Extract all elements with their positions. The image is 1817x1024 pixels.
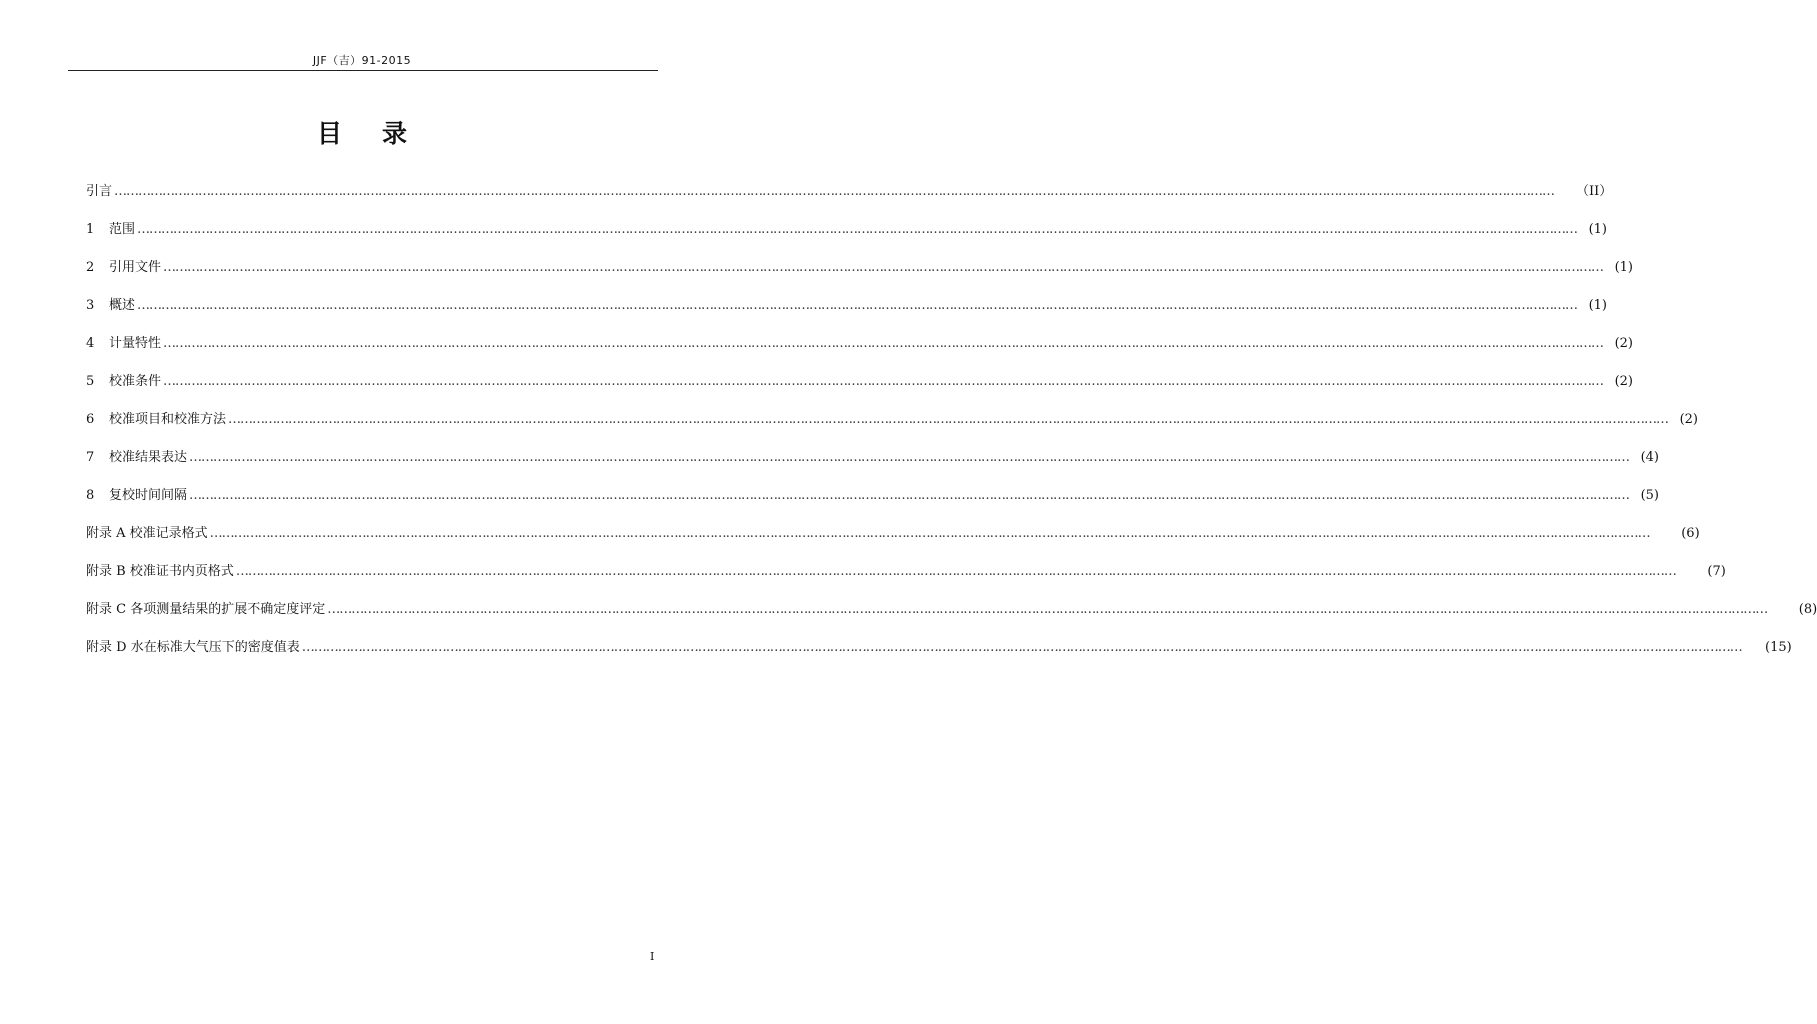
toc-entry[interactable] [86, 371, 1634, 409]
toc-entry-page: (1) [1588, 222, 1608, 237]
toc-leader-dots: ……………………………………………………………………………………………………………………………………………………………………………………………………………………………………………………………………………………………………………………………… [163, 374, 1604, 389]
toc-entry[interactable] [86, 333, 1634, 371]
toc-leader-dots: ……………………………………………………………………………………………………………………………………………………………………………………………………………………………………………………………………………………………………………………………… [235, 564, 1676, 579]
toc-entry-label: 校准项目和校准方法 [109, 412, 227, 427]
toc-entry-label: 附录 D 水在标准大气压下的密度值表 [86, 640, 300, 655]
toc-entry[interactable] [86, 447, 1660, 485]
toc-entry[interactable] [86, 257, 1634, 295]
toc-entry[interactable] [86, 523, 1700, 561]
toc-leader-dots: ……………………………………………………………………………………………………………………………………………………………………………………………………………………………………………………………………………………………………………………………… [327, 602, 1768, 617]
toc-entry-label: 引用文件 [109, 260, 162, 275]
toc-entry[interactable] [86, 295, 1608, 333]
toc-entry-page: (6) [1681, 526, 1700, 541]
toc-entry-number: 1 [86, 222, 95, 237]
toc-entry-label: 校准条件 [109, 374, 162, 389]
toc-entry-page: (2) [1679, 412, 1699, 427]
toc-entry-label: 范围 [109, 222, 136, 237]
toc-entry-number: 6 [86, 412, 95, 427]
toc-entry-number: 5 [86, 374, 95, 389]
toc-entry-label: 概述 [109, 298, 136, 313]
toc-entry-label: 计量特性 [109, 336, 162, 351]
toc-leader-dots: ……………………………………………………………………………………………………………………………………………………………………………………………………………………………………………………………………………………………………………………………… [137, 222, 1578, 237]
toc-entry-page: (8) [1798, 602, 1817, 617]
table-of-contents [86, 181, 1817, 675]
toc-entry-page: (7) [1707, 564, 1726, 579]
toc-entry-page: (2) [1614, 374, 1634, 389]
toc-entry-number: 8 [86, 488, 95, 503]
toc-entry[interactable] [86, 485, 1660, 523]
toc-entry[interactable] [86, 181, 1613, 219]
toc-leader-dots: ……………………………………………………………………………………………………………………………………………………………………………………………………………………………………………………………………………………………………………………………… [137, 298, 1578, 313]
toc-entry-number: 4 [86, 336, 95, 351]
toc-entry[interactable] [86, 599, 1817, 637]
toc-entry-label: 附录 A 校准记录格式 [86, 526, 208, 541]
toc-entry-page: (15) [1765, 640, 1792, 655]
toc-entry-label: 校准结果表达 [109, 450, 188, 465]
toc-entry[interactable] [86, 409, 1699, 447]
toc-entry-label: 附录 C 各项测量结果的扩展不确定度评定 [86, 602, 326, 617]
page-title: 目录 [316, 119, 447, 148]
toc-entry[interactable] [86, 219, 1608, 257]
toc-entry-page: (1) [1588, 298, 1608, 313]
toc-entry-page: （II） [1576, 184, 1613, 199]
toc-entry-page: (1) [1614, 260, 1634, 275]
page-number: I [650, 950, 655, 963]
toc-entry-label: 复校时间间隔 [109, 488, 188, 503]
header-rule [68, 70, 658, 71]
toc-leader-dots: ……………………………………………………………………………………………………………………………………………………………………………………………………………………………………………………………………………………………………………………………… [163, 336, 1604, 351]
toc-entry-number: 3 [86, 298, 95, 313]
toc-entry-page: (4) [1640, 450, 1660, 465]
toc-leader-dots: ……………………………………………………………………………………………………………………………………………………………………………………………………………………………………………………………………………………………………………………………… [163, 260, 1604, 275]
toc-entry-number: 2 [86, 260, 95, 275]
toc-leader-dots: ……………………………………………………………………………………………………………………………………………………………………………………………………………………………………………………………………………………………………………………………… [209, 526, 1650, 541]
toc-entry-label: 引言 [86, 184, 113, 199]
toc-entry-number: 7 [86, 450, 95, 465]
document-code-header: JJF（吉）91-2015 [312, 54, 412, 67]
toc-leader-dots: ……………………………………………………………………………………………………………………………………………………………………………………………………………………………………………………………………………………………………………………………… [301, 640, 1742, 655]
toc-leader-dots: ……………………………………………………………………………………………………………………………………………………………………………………………………………………………………………………………………………………………………………………………… [114, 184, 1555, 199]
toc-leader-dots: ……………………………………………………………………………………………………………………………………………………………………………………………………………………………………………………………………………………………………………………………… [189, 488, 1630, 503]
toc-entry-page: (5) [1640, 488, 1660, 503]
toc-entry[interactable] [86, 637, 1792, 675]
toc-leader-dots: ……………………………………………………………………………………………………………………………………………………………………………………………………………………………………………………………………………………………………………………………… [228, 412, 1669, 427]
toc-leader-dots: ……………………………………………………………………………………………………………………………………………………………………………………………………………………………………………………………………………………………………………………………… [189, 450, 1630, 465]
toc-entry-label: 附录 B 校准证书内页格式 [86, 564, 234, 579]
toc-entry-page: (2) [1614, 336, 1634, 351]
toc-entry[interactable] [86, 561, 1726, 599]
